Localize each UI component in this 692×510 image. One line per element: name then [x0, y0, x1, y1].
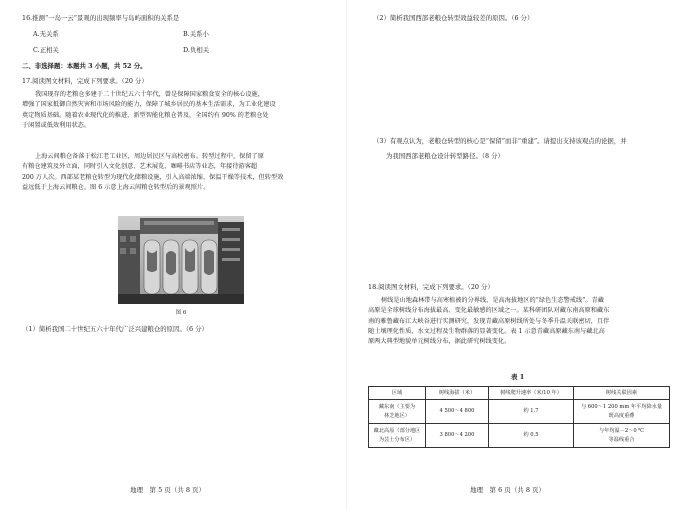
figure-6-caption: 图 6 [175, 310, 187, 316]
q17-p2-line: 上海云间粮仓备落于松江老工业区，周边居民区与高校密布。转型过程中，保留了原 [35, 153, 264, 160]
q16-option-b: B.关系小 [183, 30, 209, 38]
table-cell-region [369, 400, 426, 424]
table-cell-altitude: 3 800～4 200 [426, 424, 489, 448]
table-cell-factors [574, 424, 670, 448]
q17-p1-line: 于闲置或低效利用状态。 [22, 121, 91, 129]
right-page [346, 0, 692, 510]
q16-option-c: C.正相关 [33, 46, 59, 54]
right-page-footer: 地理 第 6 页（共 8 页） [470, 486, 546, 494]
q17-p1-line: 奠定物质基础。随着农业现代化的推进，新型智能化粮仓普及，全国约有 90% 的老粮仓处 [22, 111, 269, 119]
cell-line: 为芸土分布区） [378, 436, 416, 443]
table-1-title: 表 1 [511, 373, 525, 381]
q18-paragraph [368, 296, 670, 347]
table-header-row [369, 387, 670, 400]
q18-line: 南的雅鲁藏布江大峡谷进行实测研究，发现青藏高原树线所处与冬季升温关联密切，且伴 [368, 317, 610, 325]
cell-line: 藏东南（主要为 [378, 403, 416, 410]
q16-option-d: D.负相关 [183, 46, 210, 54]
q17-p2-line: 有粮仓建筑及外立面，同时引入文化创意、艺术展览、咖啡书店等业态，年接待游客超 [22, 163, 258, 171]
cell-line: 等温线重合 [608, 436, 635, 443]
table-header-cell: 树线关联因素 [574, 387, 670, 400]
q17-p2-line: 益远低于上海云间粮仓。图 6 示意上海云间粮仓转型后的景观照片。 [22, 183, 210, 191]
table-cell-factors [574, 400, 670, 424]
q17-sub2: （2）简析我国西部老粮仓转型效益较差的原因。（6 分） [373, 14, 534, 22]
table-cell-rate: 约 0.5 [489, 424, 574, 448]
table-header-cell: 树线海拔（米） [426, 387, 489, 400]
cell-line: 藏北高原（部分地区 [373, 427, 421, 434]
table-cell-rate: 约 1.7 [489, 400, 574, 424]
table-1 [368, 386, 670, 448]
cell-line: 与 600～1 200 mm 年平均降水量 [580, 403, 663, 410]
q18-line: 树线是山地森林带与高寒植被的分界线，是高海拔地区的“绿色生态警戒线”。青藏 [381, 297, 604, 304]
table-cell-region [369, 424, 426, 448]
cell-line: 既高度重叠 [608, 412, 635, 419]
q17-sub3-line-2: 为我国西部老粮仓设计转型路径。（8 分） [386, 152, 504, 160]
q18-stem: 18.阅读图文材料，完成下列要求。（20 分） [368, 283, 494, 291]
q18-line: 高原是全球树线分布海拔最高、变化最敏感的区域之一。某科研团队对藏东南高原和藏东 [368, 307, 610, 315]
q17-p1-line: 增强了国家抵御自然灾害和市场风险的能力，保障了城乡居民的基本生活需求，为工业化建设 [22, 101, 276, 109]
table-header-cell: 树线爬升速率（米/10 年） [489, 387, 574, 400]
table-row [369, 424, 670, 448]
q18-line: 随土壤理化性质、水文过程及生物群落的显著变化。表 1 示意青藏高原藏东南与藏北高 [368, 327, 605, 335]
q16-option-a: A.无关系 [33, 30, 59, 38]
q16-stem: 16.推测“一岛一云”景观的出现频率与岛屿面积的关系是 [22, 14, 180, 22]
section-header: 二、非选择题：本题共 3 小题，共 52 分。 [22, 62, 147, 70]
table-row [369, 400, 670, 424]
granary-photo [118, 216, 244, 304]
q17-sub1: （1）简析我国二十世纪五六十年代广泛兴建粮仓的原因。（6 分） [22, 325, 208, 333]
q17-stem: 17.阅读图文材料，完成下列要求。（20 分） [22, 77, 148, 85]
cell-line: 与年均温－2～0 ℃ [598, 427, 645, 434]
left-page-footer: 地理 第 5 页（共 8 页） [130, 486, 206, 494]
q18-line: 原两大典型地貌单元树线分布，据此研究树线变化。 [368, 338, 511, 346]
table-header-cell: 区域 [369, 387, 426, 400]
q17-sub3-line-1: （3）有观点认为，老粮仓转型的核心是“保留”而非“重建”。请提出支持该观点的论据，并 [373, 137, 627, 145]
q17-paragraph-2 [22, 152, 324, 193]
q17-p1-line: 我国现存的老粮仓多建于二十世纪五六十年代，曾是保障国家粮食安全的核心设施， [35, 91, 264, 98]
granary-photo-graphic [118, 216, 244, 304]
cell-line: 林芝地区） [384, 412, 410, 419]
table-cell-altitude: 4 500～4 800 [426, 400, 489, 424]
q17-p2-line: 200 万人次。西部某老粮仓转型为现代化储粮设施，引入高端浓缩、保温干燥等技术，但转型效 [22, 173, 284, 181]
q17-paragraph-1 [22, 90, 324, 131]
